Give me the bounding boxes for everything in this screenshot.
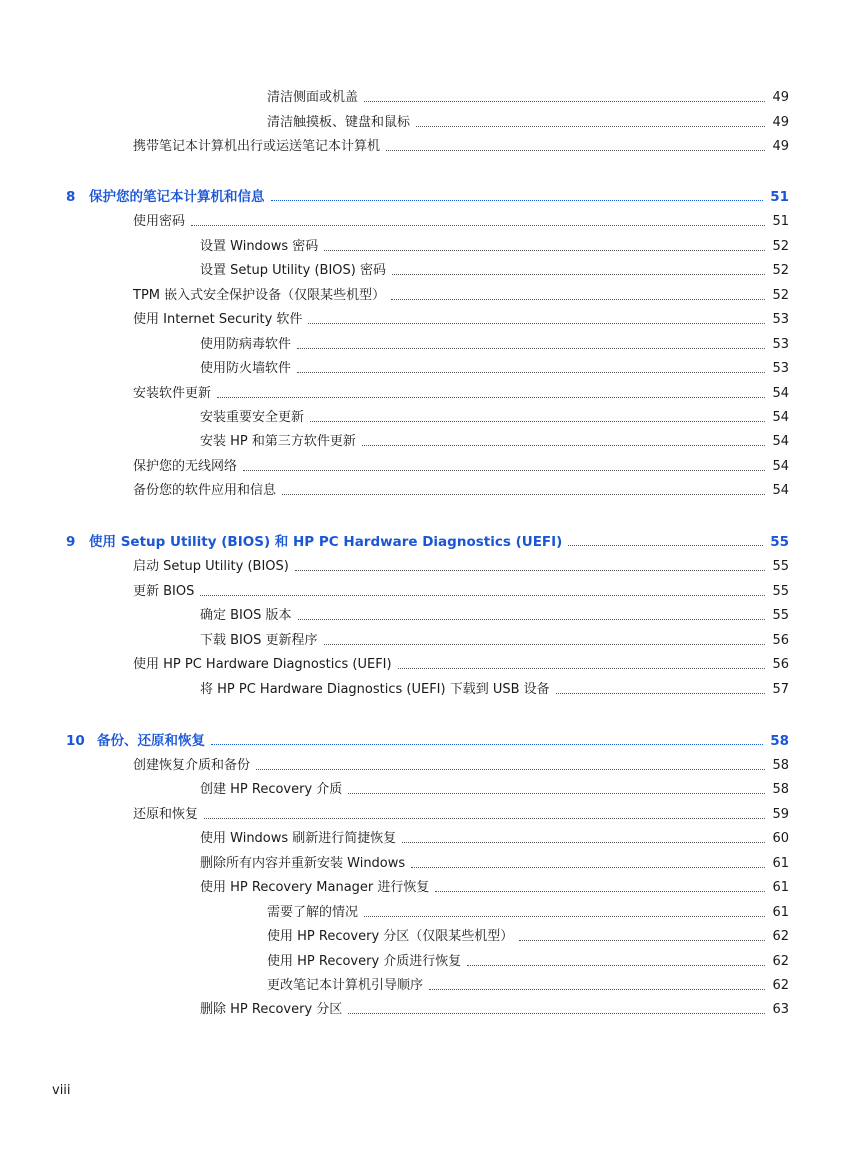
toc-entry-title: 保护您的无线网络 [133,459,238,474]
dot-leader [467,965,765,966]
dot-leader [297,348,765,349]
dot-leader [200,595,765,596]
toc-entry[interactable] [267,88,789,106]
dot-leader [364,101,765,102]
dot-leader [429,989,765,990]
toc-entry-title: 删除所有内容并重新安装 Windows [200,856,406,871]
toc-entry-title: 创建 HP Recovery 介质 [200,782,343,797]
toc-entry-title: 清洁触摸板、键盘和鼠标 [267,115,411,130]
toc-entry[interactable] [267,927,789,945]
chapter-page: 58 [770,733,789,749]
dot-leader [568,545,763,546]
dot-leader [282,494,765,495]
toc-entry-title: 下载 BIOS 更新程序 [200,633,318,648]
dot-leader [411,867,765,868]
dot-leader [204,818,765,819]
toc-entry-page: 54 [772,434,789,449]
toc-entry[interactable] [267,952,789,970]
toc-entry-title: 使用密码 [133,214,186,229]
dot-leader [362,445,766,446]
toc-entry-page: 62 [772,929,789,944]
toc-entry[interactable] [133,384,789,402]
toc-entry-page: 59 [772,807,789,822]
toc-entry-page: 52 [772,239,789,254]
toc-entry-title: 还原和恢复 [133,807,199,822]
toc-entry-page: 61 [772,880,789,895]
dot-leader [298,619,766,620]
toc-entry[interactable] [200,829,789,847]
toc-entry-page: 49 [772,90,789,105]
toc-entry[interactable] [200,432,789,450]
dot-leader [364,916,765,917]
toc-entry-page: 62 [772,978,789,993]
toc-entry-page: 54 [772,386,789,401]
chapter-title: 保护您的笔记本计算机和信息 [89,189,265,205]
toc-entry[interactable] [200,606,789,624]
toc-entry[interactable] [200,359,789,377]
chapter-number: 8 [66,189,76,205]
toc-entry[interactable] [200,878,789,896]
toc-entry[interactable] [133,481,789,499]
dot-leader [398,668,766,669]
dot-leader [324,250,765,251]
toc-entry-page: 61 [772,856,789,871]
toc-entry-page: 49 [772,115,789,130]
toc-entry-title: 确定 BIOS 版本 [200,608,292,623]
toc-entry[interactable] [133,457,789,475]
toc-entry-title: 安装软件更新 [133,386,212,401]
chapter-number: 10 [66,733,85,749]
toc-entry-title: 备份您的软件应用和信息 [133,483,277,498]
toc-entry[interactable] [200,408,789,426]
toc-entry-page: 51 [772,214,789,229]
dot-leader [519,940,765,941]
toc-entry-page: 54 [772,459,789,474]
toc-entry-title: 设置 Windows 密码 [200,239,319,254]
dot-leader [324,644,766,645]
dot-leader [386,150,765,151]
toc-entry[interactable] [267,903,789,921]
toc-entry-title: TPM 嵌入式安全保护设备（仅限某些机型） [133,288,386,303]
toc-entry-page: 58 [772,782,789,797]
toc-entry[interactable] [200,237,789,255]
dot-leader [211,744,763,745]
dot-leader [243,470,765,471]
toc-entry-page: 52 [772,288,789,303]
toc-entry-title: 安装重要安全更新 [200,410,305,425]
toc-entry-title: 使用 HP PC Hardware Diagnostics (UEFI) [133,657,392,672]
toc-entry[interactable] [267,113,789,131]
dot-leader [256,769,765,770]
toc-entry-title: 更新 BIOS [133,584,195,599]
chapter-number: 9 [66,534,76,550]
toc-entry-page: 55 [772,584,789,599]
toc-entry-page: 63 [772,1002,789,1017]
toc-entry[interactable] [200,261,789,279]
dot-leader [191,225,765,226]
toc-entry-title: 使用 Windows 刷新进行简捷恢复 [200,831,397,846]
toc-entry-title: 携带笔记本计算机出行或运送笔记本计算机 [133,139,381,154]
toc-entry[interactable] [133,212,789,230]
toc-entry[interactable] [200,854,789,872]
toc-entry[interactable] [267,976,789,994]
toc-entry-title: 需要了解的情况 [267,905,359,920]
toc-entry-title: 设置 Setup Utility (BIOS) 密码 [200,263,386,278]
toc-entry-page: 57 [772,682,789,697]
toc-entry[interactable] [133,582,789,600]
chapter-page: 51 [770,189,789,205]
toc-entry[interactable] [133,286,789,304]
toc-entry[interactable] [200,680,789,698]
toc-entry-title: 删除 HP Recovery 分区 [200,1002,343,1017]
dot-leader [295,570,766,571]
dot-leader [392,274,765,275]
toc-entry-title: 使用 HP Recovery 介质进行恢复 [267,954,462,969]
toc-entry-page: 53 [772,312,789,327]
chapter-page: 55 [770,534,789,550]
toc-entry[interactable] [200,631,789,649]
chapter-title: 备份、还原和恢复 [97,733,205,749]
toc-entry[interactable] [200,335,789,353]
toc-entry[interactable] [133,310,789,328]
toc-chapter-10[interactable] [66,731,789,749]
toc-entry[interactable] [133,805,789,823]
dot-leader [435,891,765,892]
toc-entry[interactable] [133,756,789,774]
dot-leader [217,397,765,398]
toc-entry-title: 使用 Internet Security 软件 [133,312,303,327]
toc-entry-title: 创建恢复介质和备份 [133,758,251,773]
toc-entry-title: 清洁侧面或机盖 [267,90,359,105]
toc-entry-page: 61 [772,905,789,920]
toc-entry-title: 使用 HP Recovery Manager 进行恢复 [200,880,430,895]
toc-entry[interactable] [133,655,789,673]
toc-entry-page: 56 [772,633,789,648]
toc-entry[interactable] [200,1000,789,1018]
toc-entry-title: 使用防火墙软件 [200,361,292,376]
dot-leader [308,323,765,324]
toc-entry-page: 52 [772,263,789,278]
dot-leader [271,200,764,201]
toc-entry-page: 62 [772,954,789,969]
toc-entry-page: 55 [772,559,789,574]
toc-entry-page: 54 [772,410,789,425]
toc-entry-title: 使用防病毒软件 [200,337,292,352]
toc-entry-title: 使用 HP Recovery 分区（仅限某些机型） [267,929,514,944]
toc-entry-title: 启动 Setup Utility (BIOS) [133,559,289,574]
toc-entry-page: 60 [772,831,789,846]
page-number-footer: viii [52,1083,71,1098]
dot-leader [402,842,765,843]
toc-entry-page: 55 [772,608,789,623]
dot-leader [556,693,766,694]
dot-leader [391,299,765,300]
toc-entry-page: 56 [772,657,789,672]
toc-chapter-9[interactable] [66,532,789,550]
toc-entry-page: 53 [772,361,789,376]
toc-entry-title: 安装 HP 和第三方软件更新 [200,434,356,449]
toc-entry-page: 54 [772,483,789,498]
toc-entry[interactable] [133,557,789,575]
chapter-title: 使用 Setup Utility (BIOS) 和 HP PC Hardware Diagnostics (UEFI) [89,534,563,550]
toc-entry-page: 58 [772,758,789,773]
toc-entry-title: 更改笔记本计算机引导顺序 [267,978,424,993]
toc-entry-title: 将 HP PC Hardware Diagnostics (UEFI) 下载到 USB 设备 [200,682,550,697]
dot-leader [297,372,765,373]
toc-entry-page: 53 [772,337,789,352]
toc-entry-page: 49 [772,139,789,154]
toc-chapter-8[interactable] [66,187,789,205]
dot-leader [310,421,765,422]
toc-entry[interactable] [200,780,789,798]
dot-leader [348,1013,765,1014]
dot-leader [348,793,765,794]
toc-entry[interactable] [133,137,789,155]
dot-leader [416,126,765,127]
